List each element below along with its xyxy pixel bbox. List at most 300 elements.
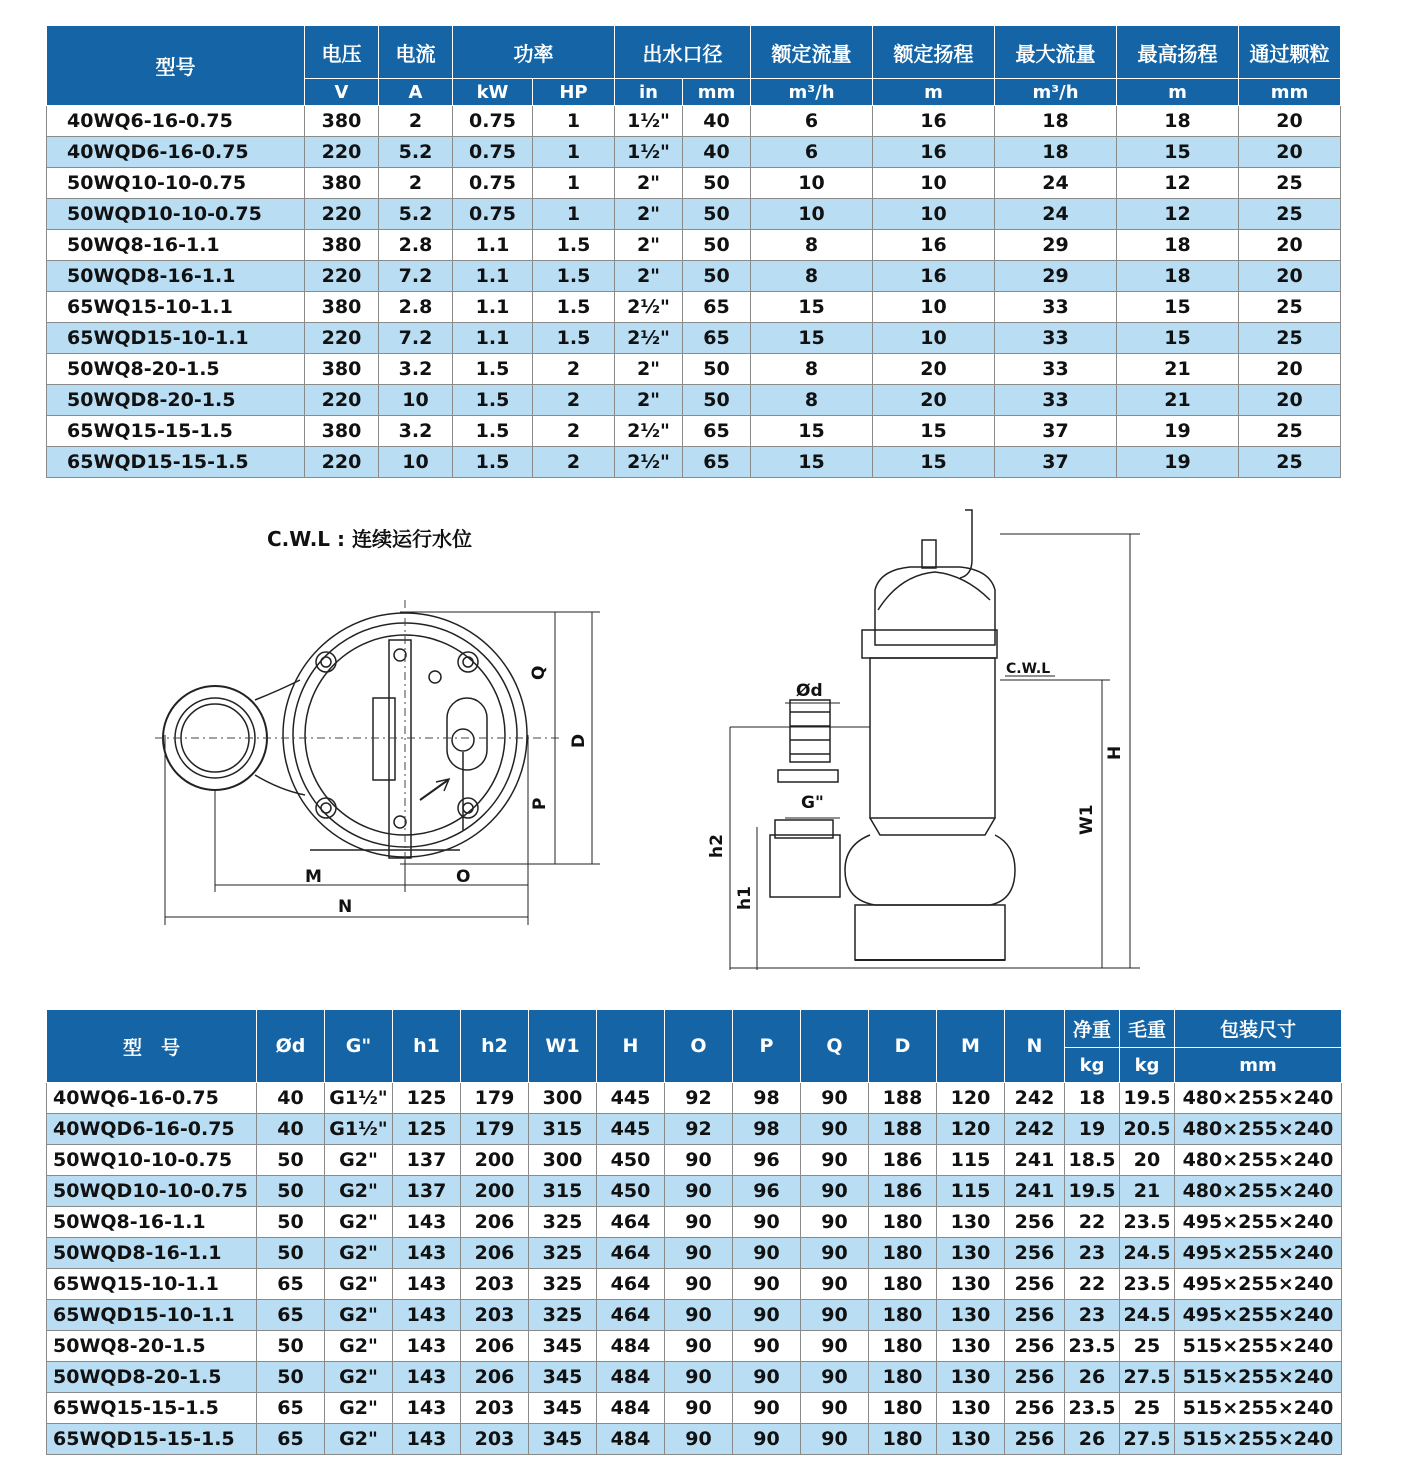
table-row xyxy=(47,1083,1342,1114)
table-cell: 15 xyxy=(1117,292,1239,323)
table-cell: 1.5 xyxy=(533,230,615,261)
pump-drawings xyxy=(0,490,1401,1000)
table-cell: 26 xyxy=(1065,1424,1120,1455)
table-cell: 90 xyxy=(801,1362,869,1393)
table-cell: 143 xyxy=(393,1238,461,1269)
table-cell: 445 xyxy=(597,1083,665,1114)
table-cell: 3.2 xyxy=(379,354,453,385)
dim-col-header: Q xyxy=(801,1010,869,1083)
table-cell: 1.5 xyxy=(453,354,533,385)
table-cell: 40 xyxy=(257,1083,325,1114)
table-cell: 37 xyxy=(995,447,1117,478)
table-cell: 241 xyxy=(1005,1145,1065,1176)
model-cell: 65WQD15-10-1.1 xyxy=(47,323,305,354)
table-cell: 10 xyxy=(379,385,453,416)
table-cell: 92 xyxy=(665,1114,733,1145)
table-cell: 380 xyxy=(305,106,379,137)
table-cell: 6 xyxy=(751,106,873,137)
table-cell: 50 xyxy=(683,385,751,416)
table-row xyxy=(47,1238,1342,1269)
unit-cell: HP xyxy=(533,79,615,106)
table-row xyxy=(47,354,1341,385)
table-cell: 20 xyxy=(1239,137,1341,168)
table-cell: 20 xyxy=(1239,354,1341,385)
table-row xyxy=(47,416,1341,447)
table-cell: 27.5 xyxy=(1120,1424,1175,1455)
table-cell: 90 xyxy=(801,1114,869,1145)
table-cell: 23.5 xyxy=(1065,1393,1120,1424)
dim-col-header: P xyxy=(733,1010,801,1083)
table-cell: 130 xyxy=(937,1269,1005,1300)
table-cell: 25 xyxy=(1239,447,1341,478)
table-row xyxy=(47,1207,1342,1238)
table-cell: 143 xyxy=(393,1362,461,1393)
table-cell: 242 xyxy=(1005,1114,1065,1145)
col-rated-flow: 额定流量 xyxy=(751,26,873,79)
table-cell: 120 xyxy=(937,1114,1005,1145)
table-cell: 143 xyxy=(393,1331,461,1362)
table-cell: 2" xyxy=(615,385,683,416)
table-cell: 2½" xyxy=(615,416,683,447)
table-cell: 0.75 xyxy=(453,168,533,199)
table-cell: 90 xyxy=(801,1331,869,1362)
dim-col-header: N xyxy=(1005,1010,1065,1083)
table-cell: 10 xyxy=(873,199,995,230)
table-cell: 98 xyxy=(733,1114,801,1145)
table-cell: 65 xyxy=(683,292,751,323)
table-cell: 21 xyxy=(1117,385,1239,416)
table-cell: 22 xyxy=(1065,1269,1120,1300)
table-cell: 21 xyxy=(1120,1176,1175,1207)
table-cell: 345 xyxy=(529,1362,597,1393)
table-cell: 495×255×240 xyxy=(1175,1269,1342,1300)
model-cell: 50WQ8-16-1.1 xyxy=(47,230,305,261)
table-cell: 33 xyxy=(995,354,1117,385)
table-cell: 480×255×240 xyxy=(1175,1145,1342,1176)
table-cell: 130 xyxy=(937,1331,1005,1362)
table-cell: 65 xyxy=(257,1393,325,1424)
table-cell: 24 xyxy=(995,168,1117,199)
table-cell: 180 xyxy=(869,1424,937,1455)
table-cell: 90 xyxy=(665,1300,733,1331)
model-cell: 40WQD6-16-0.75 xyxy=(47,1114,257,1145)
col-outlet: 出水口径 xyxy=(615,26,751,79)
table-cell: 20 xyxy=(873,385,995,416)
table-cell: 464 xyxy=(597,1207,665,1238)
table-cell: 98 xyxy=(733,1083,801,1114)
table-cell: 16 xyxy=(873,106,995,137)
table-cell: 1.1 xyxy=(453,323,533,354)
label-p: P xyxy=(530,797,550,810)
table-cell: 345 xyxy=(529,1331,597,1362)
table-cell: 125 xyxy=(393,1083,461,1114)
table-cell: 515×255×240 xyxy=(1175,1331,1342,1362)
dim-table-body xyxy=(47,1083,1342,1455)
table-cell: 143 xyxy=(393,1300,461,1331)
table-cell: 18 xyxy=(995,106,1117,137)
table-cell: 256 xyxy=(1005,1393,1065,1424)
table-cell: G2" xyxy=(325,1331,393,1362)
table-cell: 515×255×240 xyxy=(1175,1362,1342,1393)
table-cell: 206 xyxy=(461,1331,529,1362)
label-o: O xyxy=(456,867,471,887)
table-cell: 25 xyxy=(1120,1331,1175,1362)
table-cell: 325 xyxy=(529,1207,597,1238)
table-cell: 256 xyxy=(1005,1238,1065,1269)
table-row xyxy=(47,323,1341,354)
table-cell: 20.5 xyxy=(1120,1114,1175,1145)
table-cell: 2 xyxy=(533,354,615,385)
table-cell: 15 xyxy=(1117,323,1239,354)
table-cell: 143 xyxy=(393,1269,461,1300)
table-cell: 180 xyxy=(869,1269,937,1300)
table-cell: 480×255×240 xyxy=(1175,1083,1342,1114)
table-cell: 1 xyxy=(533,168,615,199)
dim-col-header: O xyxy=(665,1010,733,1083)
table-cell: 120 xyxy=(937,1083,1005,1114)
table-cell: 25 xyxy=(1239,292,1341,323)
table-cell: 1 xyxy=(533,199,615,230)
model-cell: 65WQ15-15-1.5 xyxy=(47,1393,257,1424)
table-cell: 2 xyxy=(379,168,453,199)
table-cell: G1½" xyxy=(325,1114,393,1145)
table-cell: 325 xyxy=(529,1269,597,1300)
table-cell: 90 xyxy=(665,1207,733,1238)
model-cell: 65WQD15-15-1.5 xyxy=(47,447,305,478)
dim-col-header: 毛重 xyxy=(1120,1010,1175,1048)
table-cell: 203 xyxy=(461,1393,529,1424)
table-cell: 2" xyxy=(615,230,683,261)
table-cell: 188 xyxy=(869,1083,937,1114)
table-cell: 220 xyxy=(305,447,379,478)
dim-col-header: D xyxy=(869,1010,937,1083)
table-cell: 242 xyxy=(1005,1083,1065,1114)
table-cell: 180 xyxy=(869,1362,937,1393)
table-cell: 300 xyxy=(529,1145,597,1176)
table-cell: 90 xyxy=(733,1269,801,1300)
table-cell: 380 xyxy=(305,230,379,261)
table-cell: 24.5 xyxy=(1120,1300,1175,1331)
table-cell: 345 xyxy=(529,1424,597,1455)
table-cell: G2" xyxy=(325,1269,393,1300)
table-cell: 50 xyxy=(257,1176,325,1207)
table-cell: G2" xyxy=(325,1145,393,1176)
table-cell: 23.5 xyxy=(1120,1269,1175,1300)
table-cell: 2 xyxy=(533,447,615,478)
table-cell: 92 xyxy=(665,1083,733,1114)
table-cell: 25 xyxy=(1239,416,1341,447)
table-cell: 90 xyxy=(801,1207,869,1238)
label-q: Q xyxy=(529,665,549,680)
table-cell: 90 xyxy=(801,1424,869,1455)
table-cell: 130 xyxy=(937,1393,1005,1424)
table-cell: 25 xyxy=(1239,168,1341,199)
table-cell: 220 xyxy=(305,137,379,168)
table-cell: 115 xyxy=(937,1176,1005,1207)
table-cell: 137 xyxy=(393,1145,461,1176)
table-cell: 180 xyxy=(869,1393,937,1424)
label-g: G" xyxy=(801,793,824,813)
col-rated-head: 额定扬程 xyxy=(873,26,995,79)
unit-cell: kg xyxy=(1065,1048,1120,1083)
table-cell: G2" xyxy=(325,1362,393,1393)
table-cell: 90 xyxy=(733,1238,801,1269)
table-cell: 188 xyxy=(869,1114,937,1145)
table-cell: 33 xyxy=(995,323,1117,354)
table-cell: 0.75 xyxy=(453,106,533,137)
table-cell: 2" xyxy=(615,199,683,230)
table-cell: 3.2 xyxy=(379,416,453,447)
table-cell: 40 xyxy=(683,106,751,137)
table-cell: 18 xyxy=(1117,261,1239,292)
table-row xyxy=(47,1269,1342,1300)
table-cell: 1.1 xyxy=(453,230,533,261)
model-cell: 40WQD6-16-0.75 xyxy=(47,137,305,168)
table-cell: 2.8 xyxy=(379,230,453,261)
model-cell: 50WQD10-10-0.75 xyxy=(47,1176,257,1207)
table-cell: 8 xyxy=(751,385,873,416)
table-cell: 20 xyxy=(1239,385,1341,416)
table-cell: 0.75 xyxy=(453,137,533,168)
table-cell: 484 xyxy=(597,1362,665,1393)
table-cell: 180 xyxy=(869,1331,937,1362)
table-cell: 2 xyxy=(533,416,615,447)
table-cell: 10 xyxy=(873,292,995,323)
table-cell: 186 xyxy=(869,1176,937,1207)
table-cell: 445 xyxy=(597,1114,665,1145)
col-power: 功率 xyxy=(453,26,615,79)
table-cell: 256 xyxy=(1005,1362,1065,1393)
table-cell: 50 xyxy=(683,354,751,385)
dimension-table xyxy=(46,1009,1342,1455)
table-cell: 22 xyxy=(1065,1207,1120,1238)
table-cell: 450 xyxy=(597,1145,665,1176)
table-cell: 464 xyxy=(597,1269,665,1300)
unit-cell: m xyxy=(1117,79,1239,106)
dim-header-row xyxy=(47,1010,1342,1048)
table-cell: 25 xyxy=(1239,199,1341,230)
table-cell: 20 xyxy=(873,354,995,385)
table-cell: 1.5 xyxy=(453,416,533,447)
table-cell: 256 xyxy=(1005,1424,1065,1455)
label-cwl: C.W.L xyxy=(1006,661,1051,677)
table-cell: 480×255×240 xyxy=(1175,1176,1342,1207)
model-cell: 65WQD15-10-1.1 xyxy=(47,1300,257,1331)
model-cell: 65WQ15-10-1.1 xyxy=(47,1269,257,1300)
table-cell: 27.5 xyxy=(1120,1362,1175,1393)
dim-col-header: h2 xyxy=(461,1010,529,1083)
table-cell: 16 xyxy=(873,137,995,168)
table-cell: 90 xyxy=(801,1238,869,1269)
table-row xyxy=(47,199,1341,230)
table-cell: 50 xyxy=(683,261,751,292)
table-cell: 464 xyxy=(597,1238,665,1269)
unit-cell: mm xyxy=(1239,79,1341,106)
table-cell: 5.2 xyxy=(379,137,453,168)
table-cell: 21 xyxy=(1117,354,1239,385)
table-cell: 90 xyxy=(665,1424,733,1455)
model-cell: 50WQD8-16-1.1 xyxy=(47,1238,257,1269)
table-cell: 8 xyxy=(751,261,873,292)
model-cell: 40WQ6-16-0.75 xyxy=(47,106,305,137)
table-cell: 50 xyxy=(257,1362,325,1393)
dim-col-header: 净重 xyxy=(1065,1010,1120,1048)
table-cell: 180 xyxy=(869,1207,937,1238)
table-cell: 1.5 xyxy=(533,261,615,292)
table-row xyxy=(47,1145,1342,1176)
table-cell: 2.8 xyxy=(379,292,453,323)
spec-table xyxy=(46,25,1341,478)
table-cell: G2" xyxy=(325,1207,393,1238)
table-cell: 450 xyxy=(597,1176,665,1207)
model-cell: 65WQ15-10-1.1 xyxy=(47,292,305,323)
table-cell: 179 xyxy=(461,1083,529,1114)
table-cell: 20 xyxy=(1239,230,1341,261)
table-cell: 345 xyxy=(529,1393,597,1424)
model-cell: 50WQ8-20-1.5 xyxy=(47,1331,257,1362)
table-cell: 130 xyxy=(937,1238,1005,1269)
table-cell: 90 xyxy=(801,1269,869,1300)
table-cell: 315 xyxy=(529,1176,597,1207)
table-cell: 18 xyxy=(1065,1083,1120,1114)
col-model: 型号 xyxy=(47,26,305,106)
top-view-drawing xyxy=(163,613,527,858)
table-cell: 37 xyxy=(995,416,1117,447)
label-od: Ød xyxy=(796,681,823,701)
table-cell: 1 xyxy=(533,106,615,137)
table-cell: 19 xyxy=(1117,447,1239,478)
table-cell: 18 xyxy=(1117,230,1239,261)
table-cell: 65 xyxy=(257,1424,325,1455)
model-cell: 50WQD8-20-1.5 xyxy=(47,1362,257,1393)
model-cell: 50WQD8-16-1.1 xyxy=(47,261,305,292)
table-cell: 1.5 xyxy=(533,323,615,354)
table-cell: 23 xyxy=(1065,1300,1120,1331)
table-cell: 2 xyxy=(533,385,615,416)
table-cell: 90 xyxy=(733,1424,801,1455)
model-cell: 50WQ8-20-1.5 xyxy=(47,354,305,385)
table-cell: 130 xyxy=(937,1424,1005,1455)
table-cell: 90 xyxy=(665,1145,733,1176)
table-cell: 18 xyxy=(995,137,1117,168)
table-cell: 50 xyxy=(683,168,751,199)
table-cell: 90 xyxy=(801,1393,869,1424)
table-row xyxy=(47,1114,1342,1145)
table-cell: 325 xyxy=(529,1238,597,1269)
table-cell: 50 xyxy=(257,1207,325,1238)
table-cell: 2" xyxy=(615,354,683,385)
label-d: D xyxy=(569,733,589,748)
table-cell: 90 xyxy=(733,1207,801,1238)
table-cell: 24.5 xyxy=(1120,1238,1175,1269)
table-cell: 50 xyxy=(683,230,751,261)
table-cell: 143 xyxy=(393,1424,461,1455)
label-h: H xyxy=(1105,745,1125,760)
table-cell: 7.2 xyxy=(379,261,453,292)
table-cell: 20 xyxy=(1120,1145,1175,1176)
unit-cell: mm xyxy=(683,79,751,106)
table-cell: 179 xyxy=(461,1114,529,1145)
table-cell: 90 xyxy=(801,1145,869,1176)
table-cell: 241 xyxy=(1005,1176,1065,1207)
table-row xyxy=(47,1331,1342,1362)
table-cell: 2" xyxy=(615,261,683,292)
table-cell: 33 xyxy=(995,292,1117,323)
table-cell: 220 xyxy=(305,323,379,354)
table-cell: 40 xyxy=(257,1114,325,1145)
table-cell: 6 xyxy=(751,137,873,168)
unit-cell: mm xyxy=(1175,1048,1342,1083)
col-max-head: 最高扬程 xyxy=(1117,26,1239,79)
table-cell: 1.5 xyxy=(453,385,533,416)
table-cell: 130 xyxy=(937,1300,1005,1331)
table-cell: 480×255×240 xyxy=(1175,1114,1342,1145)
table-cell: 515×255×240 xyxy=(1175,1424,1342,1455)
label-h1: h1 xyxy=(735,886,755,910)
table-cell: 8 xyxy=(751,354,873,385)
table-cell: 256 xyxy=(1005,1331,1065,1362)
table-cell: 15 xyxy=(873,416,995,447)
model-cell: 50WQD10-10-0.75 xyxy=(47,199,305,230)
table-cell: 10 xyxy=(873,168,995,199)
table-cell: 50 xyxy=(683,199,751,230)
table-cell: 206 xyxy=(461,1207,529,1238)
table-cell: 484 xyxy=(597,1331,665,1362)
table-cell: 256 xyxy=(1005,1300,1065,1331)
table-cell: 10 xyxy=(751,199,873,230)
table-cell: 1.5 xyxy=(533,292,615,323)
table-cell: 50 xyxy=(257,1145,325,1176)
table-cell: 495×255×240 xyxy=(1175,1238,1342,1269)
table-cell: 15 xyxy=(751,447,873,478)
table-cell: 200 xyxy=(461,1176,529,1207)
table-cell: 12 xyxy=(1117,168,1239,199)
table-cell: 23 xyxy=(1065,1238,1120,1269)
unit-cell: in xyxy=(615,79,683,106)
table-cell: 10 xyxy=(751,168,873,199)
table-row xyxy=(47,230,1341,261)
table-cell: 1 xyxy=(533,137,615,168)
table-cell: 300 xyxy=(529,1083,597,1114)
table-cell: 40 xyxy=(683,137,751,168)
unit-cell: V xyxy=(305,79,379,106)
table-row xyxy=(47,106,1341,137)
table-cell: 5.2 xyxy=(379,199,453,230)
table-cell: 206 xyxy=(461,1362,529,1393)
table-cell: 1½" xyxy=(615,137,683,168)
model-cell: 50WQ10-10-0.75 xyxy=(47,1145,257,1176)
table-cell: 90 xyxy=(733,1300,801,1331)
col-max-flow: 最大流量 xyxy=(995,26,1117,79)
unit-cell: m³/h xyxy=(751,79,873,106)
table-cell: 12 xyxy=(1117,199,1239,230)
table-cell: 130 xyxy=(937,1207,1005,1238)
table-cell: 186 xyxy=(869,1145,937,1176)
table-cell: 20 xyxy=(1239,106,1341,137)
table-cell: 220 xyxy=(305,199,379,230)
table-cell: 65 xyxy=(683,323,751,354)
table-cell: 10 xyxy=(873,323,995,354)
table-cell: 29 xyxy=(995,230,1117,261)
table-cell: 484 xyxy=(597,1424,665,1455)
table-cell: 96 xyxy=(733,1145,801,1176)
table-cell: 90 xyxy=(665,1393,733,1424)
model-cell: 65WQ15-15-1.5 xyxy=(47,416,305,447)
table-cell: 2½" xyxy=(615,292,683,323)
table-cell: 10 xyxy=(379,447,453,478)
table-cell: 180 xyxy=(869,1238,937,1269)
model-cell: 40WQ6-16-0.75 xyxy=(47,1083,257,1114)
